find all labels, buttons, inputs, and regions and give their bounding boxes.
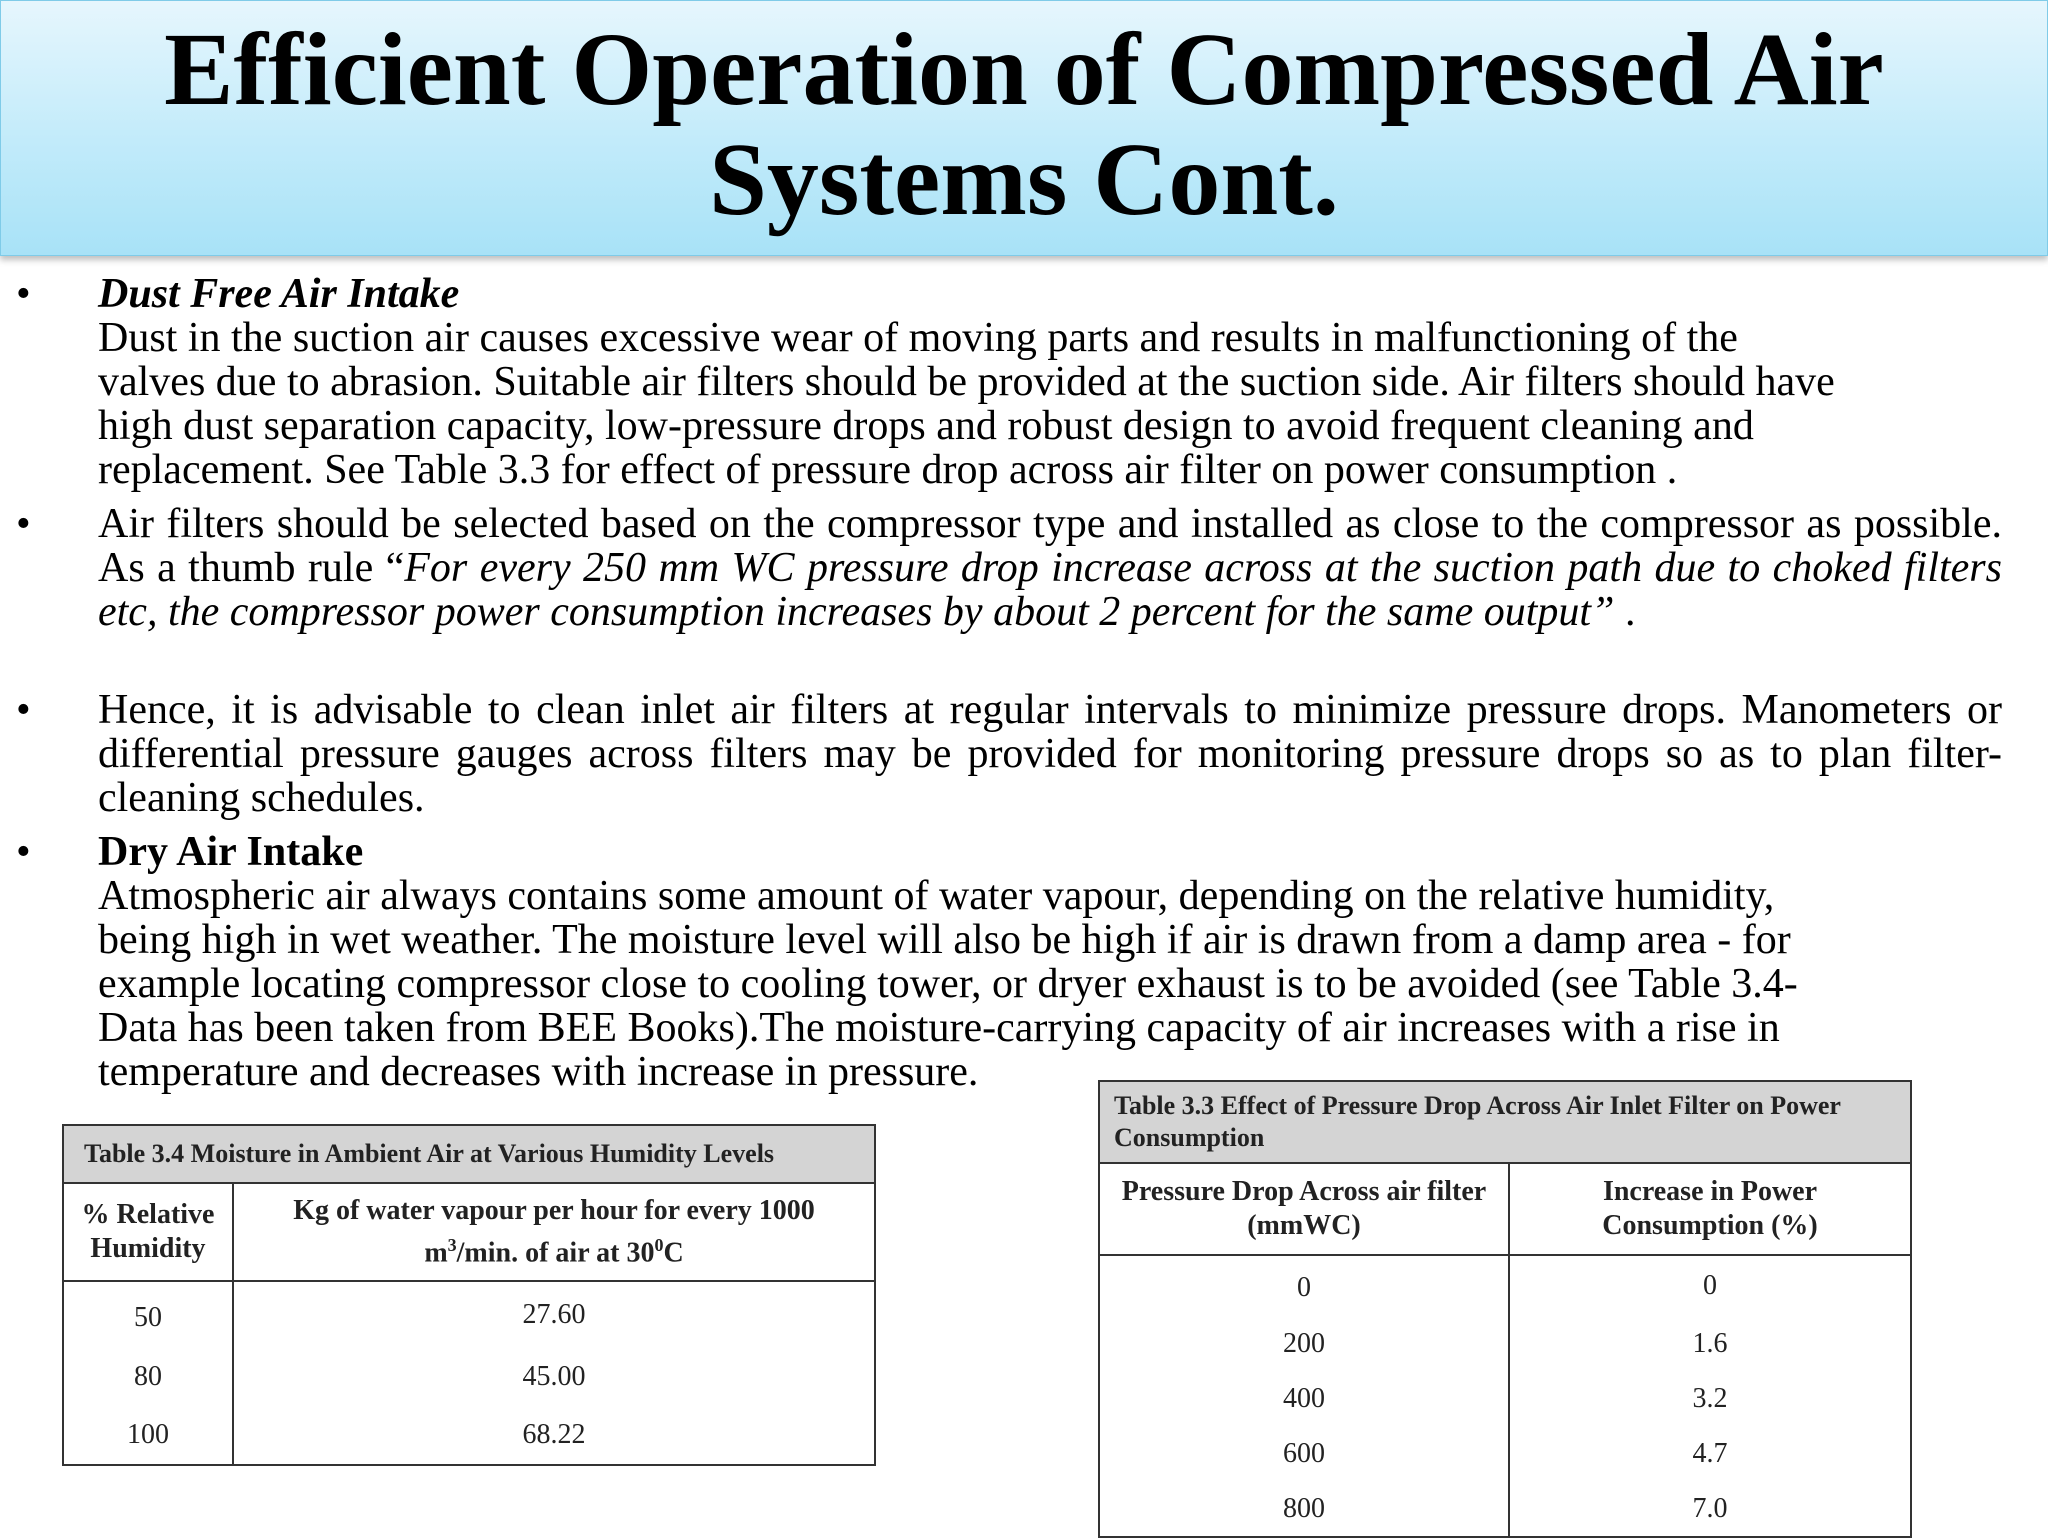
bullet-text-end: . xyxy=(1614,589,1636,635)
table-caption: Table 3.4 Moisture in Ambient Air at Various Humidity Levels xyxy=(63,1125,875,1183)
table-header-row xyxy=(1099,1163,1911,1255)
table-cell: 27.60 xyxy=(233,1281,875,1348)
paragraph-line: high dust separation capacity, low-pressure drops and robust design to avoid frequent cleaning and xyxy=(98,403,1754,449)
table-row xyxy=(63,1348,875,1406)
paragraph-line: temperature and decreases with increase in pressure. xyxy=(98,1049,979,1095)
table-caption-row xyxy=(63,1125,875,1183)
bullet-body xyxy=(98,830,1798,1094)
table-row xyxy=(63,1406,875,1465)
table-3-3-pressure-drop xyxy=(1098,1080,1912,1538)
table-row xyxy=(1099,1426,1911,1481)
table-row xyxy=(1099,1255,1911,1316)
table-cell: 600 xyxy=(1099,1426,1509,1481)
column-header: % Relative Humidity xyxy=(63,1183,233,1281)
paragraph-line: Atmospheric air always contains some amount of water vapour, depending on the relative humidity, xyxy=(98,873,1775,919)
table-row xyxy=(1099,1371,1911,1426)
table-cell: 100 xyxy=(63,1406,233,1465)
table-caption-row xyxy=(1099,1081,1911,1163)
bullet-marker: • xyxy=(16,271,31,317)
paragraph-line: example locating compressor close to cooling tower, or dryer exhaust is to be avoided (see Table 3.4- xyxy=(98,961,1798,1007)
bullet-marker: • xyxy=(16,687,31,733)
bullet-body xyxy=(98,272,1835,492)
column-header: Increase in Power Consumption (%) xyxy=(1509,1163,1911,1255)
table-cell: 0 xyxy=(1509,1255,1911,1316)
column-header-text: Kg of water vapour per hour for every 1000 xyxy=(293,1195,815,1226)
table-row xyxy=(1099,1481,1911,1537)
bullet-text: Air filters should be selected based on the compressor type and installed as close to the compressor as possible. As a thumb rule “ xyxy=(98,501,2002,591)
table-cell: 80 xyxy=(63,1348,233,1406)
table-cell: 45.00 xyxy=(233,1348,875,1406)
paragraph-line: being high in wet weather. The moisture level will also be high if air is drawn from a damp area - for xyxy=(98,917,1791,963)
bullet-body: Hence, it is advisable to clean inlet air filters at regular intervals to minimize pressure drops. Manometers or differential pressure gauges across filters may be provided for monitoring pressure drops so as to plan filter-cleaning schedules. xyxy=(98,687,2002,821)
column-header: Pressure Drop Across air filter (mmWC) xyxy=(1099,1163,1509,1255)
table-row xyxy=(63,1281,875,1348)
bullet-marker: • xyxy=(16,829,31,875)
title-bar xyxy=(0,0,2048,256)
table-caption: Table 3.3 Effect of Pressure Drop Across Air Inlet Filter on Power Consumption xyxy=(1099,1081,1911,1163)
slide-title: Efficient Operation of Compressed Air Systems Cont. xyxy=(164,12,1884,237)
table-cell: 68.22 xyxy=(233,1406,875,1465)
column-header xyxy=(233,1183,875,1281)
paragraph-line: Data has been taken from BEE Books).The moisture-carrying capacity of air increases with a rise in xyxy=(98,1005,1780,1051)
table-cell: 4.7 xyxy=(1509,1426,1911,1481)
table-cell: 400 xyxy=(1099,1371,1509,1426)
superscript: 3 xyxy=(447,1235,457,1255)
table-cell: 3.2 xyxy=(1509,1371,1911,1426)
table-header-row xyxy=(63,1183,875,1281)
superscript: 0 xyxy=(654,1235,664,1255)
paragraph-line: Dust in the suction air causes excessive wear of moving parts and results in malfunctioning of the xyxy=(98,315,1738,361)
table-cell: 50 xyxy=(63,1281,233,1348)
table-3-4-moisture xyxy=(62,1124,876,1466)
table-cell: 800 xyxy=(1099,1481,1509,1537)
bullet-heading: Dust Free Air Intake xyxy=(98,271,460,317)
table-cell: 0 xyxy=(1099,1255,1509,1316)
table-row xyxy=(1099,1316,1911,1371)
column-header-unit: /min. of air at 30 xyxy=(456,1237,655,1269)
bullet-heading: Dry Air Intake xyxy=(98,829,364,875)
thumb-rule-quote: For every 250 mm WC pressure drop increase across at the suction path due to choked filters etc, the compressor power consumption increases by about 2 percent for the same output” xyxy=(98,545,2002,635)
table-cell: 200 xyxy=(1099,1316,1509,1371)
paragraph-line: valves due to abrasion. Suitable air filters should be provided at the suction side. Air filters should have xyxy=(98,359,1835,405)
column-header-unit: C xyxy=(663,1237,684,1269)
bullet-body xyxy=(98,502,2002,634)
bullet-marker: • xyxy=(16,501,31,547)
table-cell: 7.0 xyxy=(1509,1481,1911,1537)
column-header-unit: m xyxy=(424,1237,448,1269)
table-cell: 1.6 xyxy=(1509,1316,1911,1371)
paragraph-line: replacement. See Table 3.3 for effect of pressure drop across air filter on power consumption . xyxy=(98,447,1678,493)
